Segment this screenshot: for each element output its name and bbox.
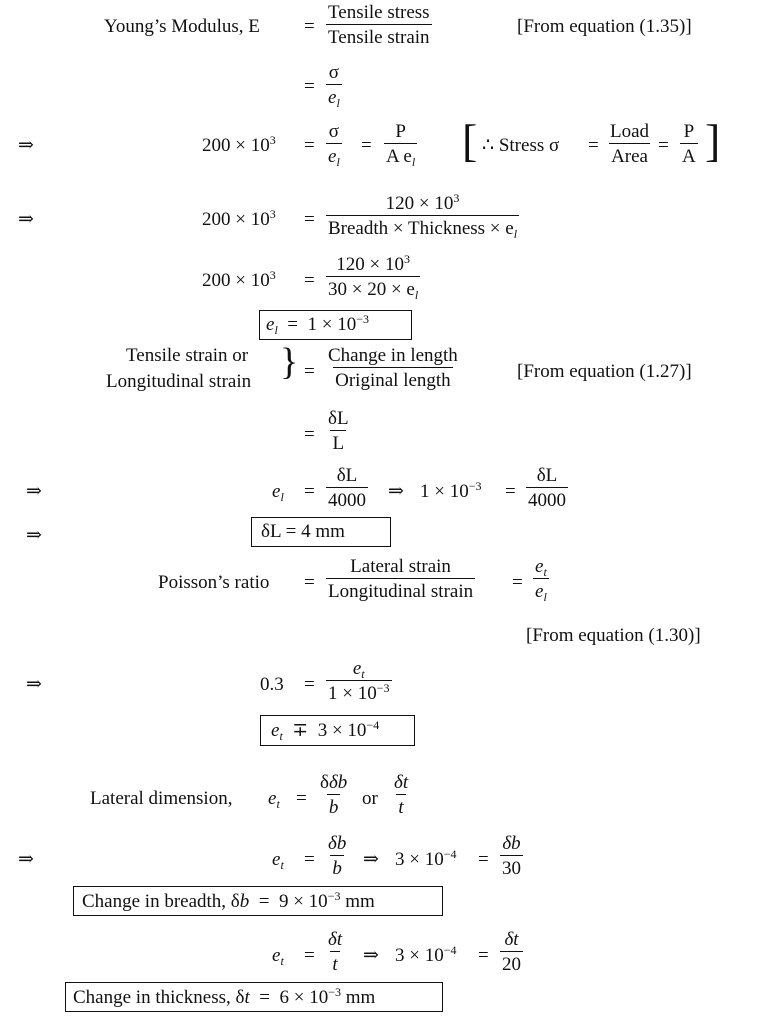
equation-reference: [From equation (1.35)] xyxy=(517,16,692,37)
denominator: Original length xyxy=(333,367,453,390)
equals-sign: = xyxy=(304,572,315,593)
implies-arrow: ⇒ xyxy=(26,525,42,546)
denominator: L xyxy=(330,430,346,453)
strain-variable: $e_t$ xyxy=(272,849,284,872)
left-bracket: [ xyxy=(462,115,478,166)
dt-over-t-fraction xyxy=(326,930,344,974)
dl-over-4000-fraction xyxy=(526,466,568,510)
longitudinal-strain-result: $e_l = 1 \times 10^{-3}$ xyxy=(266,312,369,337)
denominator: Area xyxy=(609,143,650,166)
lateral-over-longitudinal-fraction xyxy=(326,557,475,601)
denominator: 4000 xyxy=(526,487,568,510)
denominator: $1 \times 10^{-3}$ xyxy=(328,681,390,704)
strain-variable: $e_t$ xyxy=(268,788,280,811)
equals-sign: = xyxy=(304,945,315,966)
denominator: b xyxy=(330,855,344,878)
equals-sign: = xyxy=(512,572,523,593)
dt-over-t-fraction xyxy=(392,773,410,817)
right-brace: } xyxy=(280,341,299,383)
longitudinal-strain-label: Longitudinal strain xyxy=(106,371,252,392)
denominator: Breadth × Thickness × $e_l$ xyxy=(326,215,519,238)
denominator: b xyxy=(327,794,341,817)
numerator: δL xyxy=(328,408,349,429)
numerator: $e_t$ xyxy=(352,658,365,681)
denominator: Tensile strain xyxy=(326,24,432,47)
equals-sign: = xyxy=(296,788,307,809)
implies-arrow: ⇒ xyxy=(18,209,34,230)
implies-arrow: ⇒ xyxy=(26,674,42,695)
numerator: Change in length xyxy=(328,345,458,366)
sigma-over-el-fraction xyxy=(326,121,342,169)
et-over-el-fraction xyxy=(533,556,549,604)
numerator: Load xyxy=(610,121,650,142)
db-over-30-fraction xyxy=(500,834,523,878)
implies-arrow: ⇒ xyxy=(363,849,379,870)
dl-over-4000-fraction xyxy=(326,466,368,510)
or-text: or xyxy=(362,788,378,809)
equals-sign: = xyxy=(478,945,489,966)
implies-arrow: ⇒ xyxy=(26,481,42,502)
denominator: Longitudinal strain xyxy=(326,578,475,601)
equals-sign: = xyxy=(304,209,315,230)
strain-value: $1 \times 10^{-3}$ xyxy=(420,479,482,502)
strain-variable: $e_t$ xyxy=(272,945,284,968)
numerator: σ xyxy=(328,62,340,83)
numerator: δt xyxy=(328,929,343,950)
denominator: t xyxy=(396,794,405,817)
denominator: $e_l$ xyxy=(533,578,549,601)
lateral-strain-result: $e_t \mp 3 \times 10^{-4}$ xyxy=(271,718,380,743)
numerator: δb xyxy=(328,833,347,854)
denominator: $e_l$ xyxy=(326,84,342,107)
equals-sign: = xyxy=(505,481,516,502)
strain-value: $3 \times 10^{-4}$ xyxy=(395,943,457,966)
right-bracket: ] xyxy=(705,115,721,166)
numerator: δb xyxy=(502,833,521,854)
dt-over-20-fraction xyxy=(500,930,523,974)
implies-arrow: ⇒ xyxy=(18,849,34,870)
equation-reference: [From equation (1.27)] xyxy=(517,361,692,382)
dimension-fraction xyxy=(326,252,420,302)
numerator: $120 \times 10^3$ xyxy=(336,252,410,275)
numerator: Lateral strain xyxy=(350,556,451,577)
equals-sign: = xyxy=(304,424,315,445)
equals-sign: = xyxy=(658,135,669,156)
db-over-b-fraction xyxy=(326,834,348,878)
numerator: δδb xyxy=(320,772,348,793)
equation-reference: [From equation (1.30)] xyxy=(526,625,701,646)
p-over-ael-fraction xyxy=(384,121,417,169)
breadth-thickness-fraction xyxy=(326,191,519,241)
lhs-value: $200 \times 10^3$ xyxy=(202,133,276,156)
numerator: P xyxy=(395,121,406,142)
equals-sign: = xyxy=(304,16,315,37)
equals-sign: = xyxy=(304,674,315,695)
lhs-value: $200 \times 10^3$ xyxy=(202,207,276,230)
denominator: 20 xyxy=(500,951,523,974)
sigma-over-el-fraction xyxy=(326,62,342,110)
equals-sign: = xyxy=(304,135,315,156)
equals-sign: = xyxy=(304,361,315,382)
numerator: δL xyxy=(536,465,558,486)
denominator: t xyxy=(330,951,339,974)
implies-arrow: ⇒ xyxy=(363,945,379,966)
dl-over-l-fraction xyxy=(326,409,351,453)
equals-sign: = xyxy=(361,135,372,156)
tensile-strain-label: Tensile strain or xyxy=(126,345,249,366)
numerator: σ xyxy=(328,121,340,142)
db-over-b-fraction xyxy=(318,773,349,817)
strain-value: $3 \times 10^{-4}$ xyxy=(395,847,457,870)
lhs-value: $200 \times 10^3$ xyxy=(202,268,276,291)
youngs-modulus-label: Young’s Modulus, E xyxy=(104,16,260,37)
strain-variable: $e_l$ xyxy=(272,481,284,504)
lateral-dimension-label: Lateral dimension, xyxy=(90,788,233,809)
numerator: $120 \times 10^3$ xyxy=(385,191,460,214)
equals-sign: = xyxy=(304,849,315,870)
numerator: P xyxy=(683,121,695,142)
numerator: δL xyxy=(336,465,358,486)
breadth-change-result: Change in breadth, $\delta b = 9 \times 10^{-3}$ mm xyxy=(82,889,375,912)
numerator: δt xyxy=(394,772,409,793)
implies-arrow: ⇒ xyxy=(18,135,34,156)
equals-sign: = xyxy=(304,76,315,97)
equals-sign: = xyxy=(478,849,489,870)
denominator: $e_l$ xyxy=(326,143,342,166)
numerator: $e_t$ xyxy=(535,556,547,579)
denominator: $30 \times 20 \times e_l$ xyxy=(326,276,420,299)
elongation-result: δL = 4 mm xyxy=(261,521,345,542)
p-over-a-fraction xyxy=(680,122,698,166)
thickness-change-result: Change in thickness, $\delta t = 6 \times 10^{-3}$ mm xyxy=(73,985,376,1008)
poissons-ratio-label: Poisson’s ratio xyxy=(158,572,270,593)
denominator: 30 xyxy=(500,855,523,878)
et-over-strain-fraction xyxy=(326,659,392,703)
length-change-fraction xyxy=(326,346,460,390)
stress-over-strain-fraction xyxy=(326,3,432,47)
implies-arrow: ⇒ xyxy=(388,481,404,502)
load-over-area-fraction xyxy=(608,122,651,166)
numerator: δt xyxy=(504,929,519,950)
denominator: A $e_l$ xyxy=(384,143,417,166)
poissons-value: 0.3 xyxy=(260,674,284,695)
numerator: Tensile stress xyxy=(328,2,430,23)
stress-note: ∴ Stress σ xyxy=(482,135,560,156)
equals-sign: = xyxy=(304,270,315,291)
denominator: A xyxy=(680,143,698,166)
equals-sign: = xyxy=(588,135,599,156)
equals-sign: = xyxy=(304,481,315,502)
denominator: 4000 xyxy=(326,487,368,510)
